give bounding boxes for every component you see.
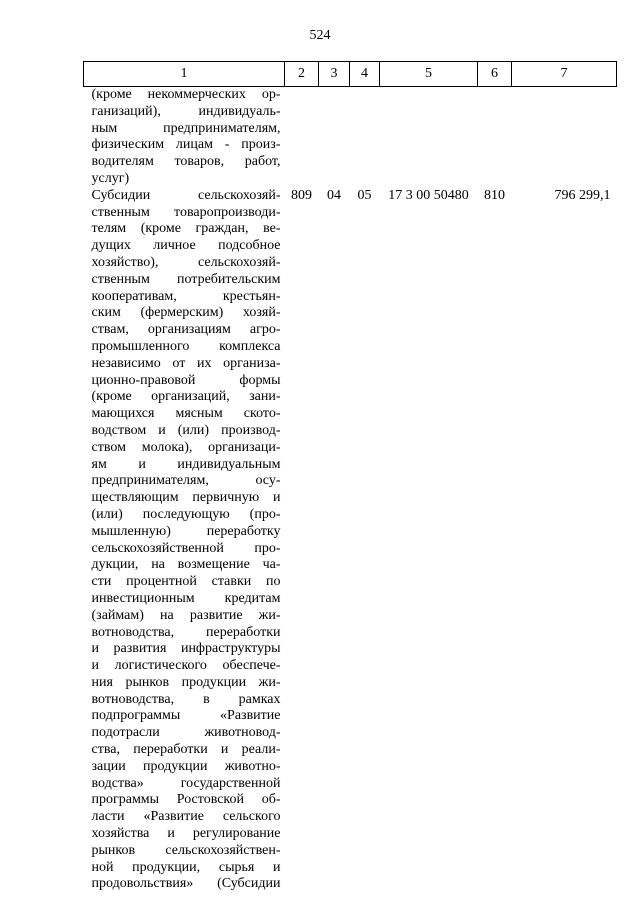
cell-target-article: 17 3 00 50480 [388, 187, 469, 203]
description-line: Субсидии сельскохозяй- [91, 187, 281, 203]
cell-target-article [380, 87, 478, 188]
description-line: ственным товаропроизводи- [91, 204, 281, 220]
description-line: ствам, организациям агро- [91, 322, 281, 338]
description-line: (кроме организаций, зани- [91, 389, 281, 405]
description-line: мающихся мясным ското- [91, 406, 281, 422]
description-line: ласти «Развитие сельского [91, 809, 281, 825]
description-line: вотноводства, переработки [91, 624, 281, 640]
description-line: вотноводства, в рамках [91, 691, 281, 707]
description-line: зации продукции животно- [91, 758, 281, 774]
cell-ministry-code: 809 [291, 187, 312, 203]
description-line: и развития инфраструктуры [91, 641, 281, 657]
header-col-4: 4 [350, 62, 380, 87]
description-line: мышленную) переработку [91, 523, 281, 539]
cell-amount [512, 87, 617, 188]
description-line: сти процентной ставки по [91, 574, 281, 590]
table-header-row [84, 62, 617, 87]
description-line: рынков сельскохозяйствен- [91, 842, 281, 858]
header-col-7: 7 [512, 62, 617, 87]
description-line: ния рынков продукции жи- [91, 674, 281, 690]
description-line: ским (фермерским) хозяй- [91, 305, 281, 321]
budget-table [83, 61, 617, 893]
header-col-6: 6 [478, 62, 512, 87]
header-col-1: 1 [84, 62, 285, 87]
description-line: ства, переработки и реали- [91, 742, 281, 758]
description-line: ством молока), организаци- [91, 439, 281, 455]
description-line: ганизаций), индивидуаль- [91, 103, 281, 119]
description-line: ным предпринимателям, [91, 120, 281, 136]
cell-section-code [319, 87, 350, 188]
description-line: ям и индивидуальным [91, 456, 281, 472]
description-line: хозяйство), сельскохозяй- [91, 254, 281, 270]
page-number: 524 [309, 28, 331, 43]
cell-subsection-code [350, 87, 380, 188]
description-line: и логистического обеспече- [91, 658, 281, 674]
description-line: дукции, на возмещение ча- [91, 557, 281, 573]
cell-expense-type [478, 87, 512, 188]
description-line: (кроме некоммерческих ор- [91, 87, 281, 102]
description-line: независимо от их организа- [91, 355, 281, 371]
description-line: промышленного комплекса [91, 338, 281, 354]
description-line: (займам) на развитие жи- [91, 607, 281, 623]
row-description [84, 188, 285, 893]
description-line: инвестиционным кредитам [91, 590, 281, 606]
description-line: кооперативам, крестьян- [91, 288, 281, 304]
description-line: ной продукции, сырья и [91, 859, 281, 875]
description-line: программы Ростовской об- [91, 792, 281, 808]
cell-ministry-code [285, 87, 319, 188]
description-line: водства» государственной [91, 775, 281, 791]
cell-amount: 796 299,1 [554, 187, 611, 203]
header-col-3: 3 [319, 62, 350, 87]
description-line: подотрасли животновод- [91, 725, 281, 741]
description-line: продовольствия» (Субсидии [91, 876, 281, 892]
description-line: телям (кроме граждан, ве- [91, 221, 281, 237]
description-line: ственным потребительским [91, 271, 281, 287]
header-col-2: 2 [285, 62, 319, 87]
cell-subsection-code: 05 [357, 187, 372, 203]
description-line: услуг) [91, 170, 130, 186]
description-line: водителям товаров, работ, [91, 154, 281, 170]
cell-expense-type: 810 [484, 187, 505, 203]
row-description [84, 87, 285, 188]
description-line: (или) последующую (про- [91, 506, 281, 522]
description-line: физическим лицам - произ- [91, 137, 281, 153]
header-col-5: 5 [380, 62, 478, 87]
description-line: ционно-правовой формы [91, 372, 281, 388]
table-row [84, 188, 617, 893]
description-line: подпрограммы «Развитие [91, 708, 281, 724]
description-line: дущих личное подсобное [91, 238, 281, 254]
description-line: сельскохозяйственной про- [91, 540, 281, 556]
description-line: хозяйства и регулирование [91, 826, 281, 842]
cell-section-code: 04 [327, 187, 341, 203]
table-row [84, 87, 617, 188]
description-line: предпринимателям, осу- [91, 473, 281, 489]
description-line: ществляющим первичную и [91, 490, 281, 506]
description-line: водством и (или) производ- [91, 422, 281, 438]
